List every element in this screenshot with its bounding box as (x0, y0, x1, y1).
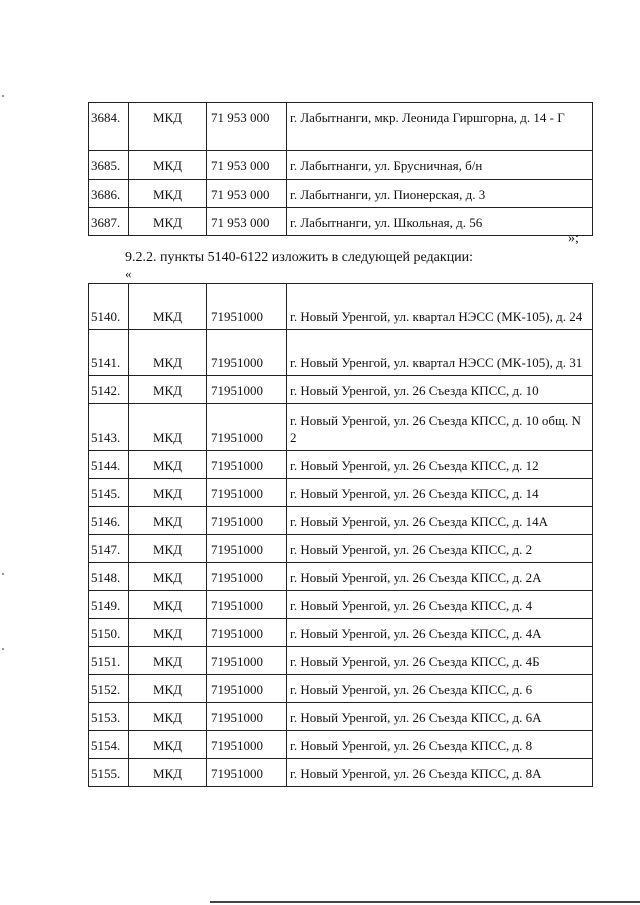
scan-edge-mark (2, 573, 4, 575)
row-number-cell: 3684. (89, 103, 129, 151)
object-type-cell: МКД (129, 103, 207, 151)
object-type-cell: МКД (129, 731, 207, 759)
address-cell: г. Лабытнанги, ул. Школьная, д. 56 (287, 208, 593, 236)
object-type-cell: МКД (129, 208, 207, 236)
table-row (89, 479, 593, 507)
object-type-cell: МКД (129, 451, 207, 479)
object-type-cell: МКД (129, 563, 207, 591)
object-type-cell: МКД (129, 675, 207, 703)
table-row (89, 330, 593, 376)
address-cell: г. Новый Уренгой, ул. 26 Съезда КПСС, д. 10 общ. N 2 (287, 404, 593, 451)
address-cell: г. Новый Уренгой, ул. 26 Съезда КПСС, д. 2А (287, 563, 593, 591)
row-number-cell: 5146. (89, 507, 129, 535)
object-type-cell: МКД (129, 151, 207, 180)
address-cell: г. Новый Уренгой, ул. 26 Съезда КПСС, д. 10 (287, 376, 593, 404)
address-cell: г. Лабытнанги, мкр. Леонида Гиршгорна, д. 14 - Г (287, 103, 593, 151)
object-type-cell: МКД (129, 180, 207, 208)
address-cell: г. Новый Уренгой, ул. 26 Съезда КПСС, д. 8А (287, 759, 593, 787)
row-number-cell: 5150. (89, 619, 129, 647)
object-type-cell: МКД (129, 703, 207, 731)
amendment-paragraph: 9.2.2. пункты 5140-6122 изложить в следующей редакции: (125, 250, 474, 265)
address-cell: г. Новый Уренгой, ул. 26 Съезда КПСС, д. 6 (287, 675, 593, 703)
new-items-table (88, 283, 593, 787)
address-cell: г. Новый Уренгой, ул. 26 Съезда КПСС, д. 14 (287, 479, 593, 507)
object-type-cell: МКД (129, 404, 207, 451)
table-row (89, 675, 593, 703)
table-row (89, 208, 593, 236)
row-number-cell: 5145. (89, 479, 129, 507)
row-number-cell: 5152. (89, 675, 129, 703)
row-number-cell: 3685. (89, 151, 129, 180)
object-type-cell: МКД (129, 591, 207, 619)
oktmo-code-cell: 71951000 (207, 647, 287, 675)
object-type-cell: МКД (129, 376, 207, 404)
object-type-cell: МКД (129, 535, 207, 563)
table-row (89, 535, 593, 563)
address-cell: г. Новый Уренгой, ул. 26 Съезда КПСС, д. 2 (287, 535, 593, 563)
row-number-cell: 5149. (89, 591, 129, 619)
oktmo-code-cell: 71951000 (207, 675, 287, 703)
object-type-cell: МКД (129, 284, 207, 330)
row-number-cell: 5147. (89, 535, 129, 563)
address-cell: г. Новый Уренгой, ул. 26 Съезда КПСС, д. 14А (287, 507, 593, 535)
oktmo-code-cell: 71951000 (207, 507, 287, 535)
row-number-cell: 5151. (89, 647, 129, 675)
table-row (89, 151, 593, 180)
object-type-cell: МКД (129, 759, 207, 787)
table-row (89, 759, 593, 787)
address-cell: г. Новый Уренгой, ул. квартал НЭСС (МК-105), д. 31 (287, 330, 593, 376)
table-row (89, 563, 593, 591)
oktmo-code-cell: 71951000 (207, 451, 287, 479)
address-cell: г. Лабытнанги, ул. Пионерская, д. 3 (287, 180, 593, 208)
oktmo-code-cell: 71951000 (207, 619, 287, 647)
address-cell: г. Новый Уренгой, ул. 26 Съезда КПСС, д. 6А (287, 703, 593, 731)
address-cell: г. Новый Уренгой, ул. квартал НЭСС (МК-105), д. 24 (287, 284, 593, 330)
table-row (89, 451, 593, 479)
closing-quote: »; (568, 231, 579, 246)
table-row (89, 703, 593, 731)
object-type-cell: МКД (129, 479, 207, 507)
row-number-cell: 3687. (89, 208, 129, 236)
table-row (89, 404, 593, 451)
row-number-cell: 5155. (89, 759, 129, 787)
oktmo-code-cell: 71 953 000 (207, 151, 287, 180)
row-number-cell: 5148. (89, 563, 129, 591)
oktmo-code-cell: 71951000 (207, 535, 287, 563)
object-type-cell: МКД (129, 507, 207, 535)
oktmo-code-cell: 71 953 000 (207, 103, 287, 151)
table-row (89, 180, 593, 208)
table-row (89, 284, 593, 330)
address-cell: г. Новый Уренгой, ул. 26 Съезда КПСС, д. 12 (287, 451, 593, 479)
row-number-cell: 5154. (89, 731, 129, 759)
previous-items-table (88, 102, 593, 236)
row-number-cell: 5143. (89, 404, 129, 451)
opening-quote: « (125, 266, 132, 281)
table-row (89, 376, 593, 404)
page-bottom-edge (210, 901, 640, 903)
table-row (89, 619, 593, 647)
row-number-cell: 3686. (89, 180, 129, 208)
row-number-cell: 5140. (89, 284, 129, 330)
oktmo-code-cell: 71951000 (207, 330, 287, 376)
object-type-cell: МКД (129, 619, 207, 647)
address-cell: г. Новый Уренгой, ул. 26 Съезда КПСС, д. 8 (287, 731, 593, 759)
scan-edge-mark (2, 95, 4, 97)
table-row (89, 591, 593, 619)
row-number-cell: 5141. (89, 330, 129, 376)
address-cell: г. Новый Уренгой, ул. 26 Съезда КПСС, д. 4Б (287, 647, 593, 675)
table-row (89, 731, 593, 759)
oktmo-code-cell: 71951000 (207, 479, 287, 507)
oktmo-code-cell: 71951000 (207, 731, 287, 759)
scan-edge-mark (2, 648, 4, 650)
row-number-cell: 5153. (89, 703, 129, 731)
row-number-cell: 5144. (89, 451, 129, 479)
oktmo-code-cell: 71 953 000 (207, 208, 287, 236)
address-cell: г. Новый Уренгой, ул. 26 Съезда КПСС, д. 4 (287, 591, 593, 619)
oktmo-code-cell: 71951000 (207, 759, 287, 787)
oktmo-code-cell: 71951000 (207, 563, 287, 591)
table-row (89, 103, 593, 151)
object-type-cell: МКД (129, 647, 207, 675)
oktmo-code-cell: 71951000 (207, 284, 287, 330)
table-row (89, 647, 593, 675)
address-cell: г. Лабытнанги, ул. Брусничная, б/н (287, 151, 593, 180)
oktmo-code-cell: 71951000 (207, 591, 287, 619)
row-number-cell: 5142. (89, 376, 129, 404)
oktmo-code-cell: 71951000 (207, 703, 287, 731)
address-cell: г. Новый Уренгой, ул. 26 Съезда КПСС, д. 4А (287, 619, 593, 647)
oktmo-code-cell: 71 953 000 (207, 180, 287, 208)
oktmo-code-cell: 71951000 (207, 376, 287, 404)
table-row (89, 507, 593, 535)
object-type-cell: МКД (129, 330, 207, 376)
oktmo-code-cell: 71951000 (207, 404, 287, 451)
